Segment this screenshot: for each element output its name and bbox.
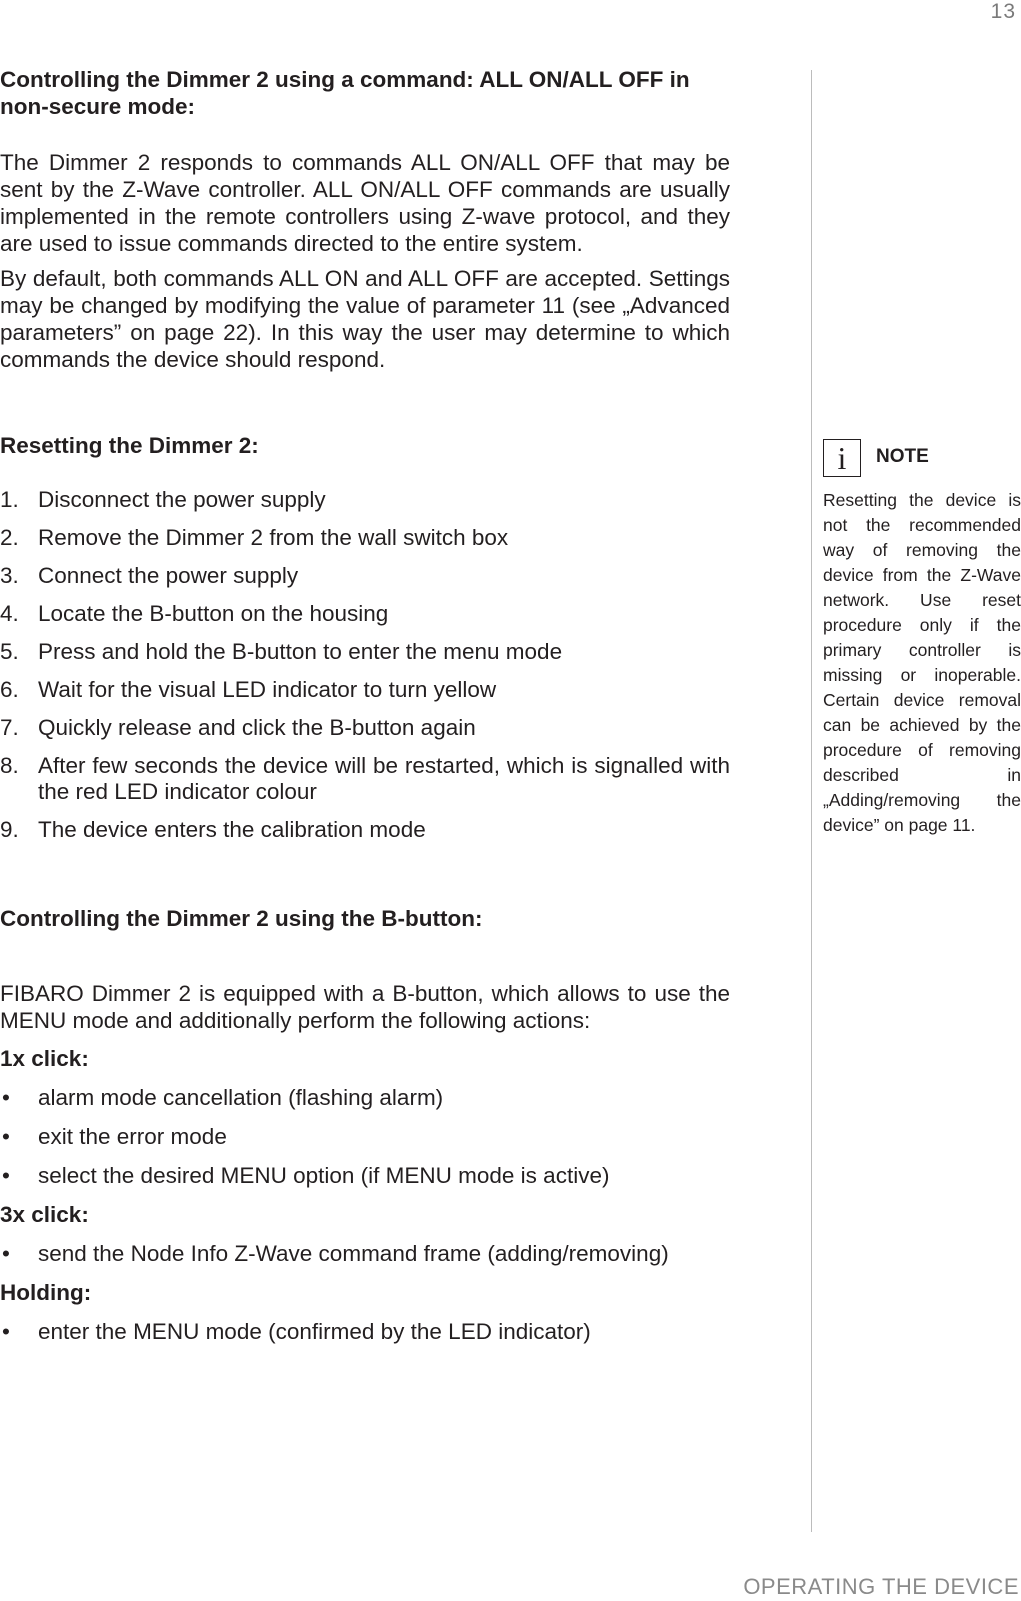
list-item: 3. Connect the power supply xyxy=(0,563,299,588)
list-item: 2. Remove the Dimmer 2 from the wall switch box xyxy=(0,525,509,550)
list-item: 8. After few seconds the device will be restarted, which is signalled with the red LED indicator colour xyxy=(0,753,730,804)
list-item: • alarm mode cancellation (flashing alarm) xyxy=(2,1085,444,1110)
paragraph-b-button-intro: FIBARO Dimmer 2 is equipped with a B-button, which allows to use the MENU mode and additionally perform the following actions: xyxy=(0,981,730,1033)
list-item: 1. Disconnect the power supply xyxy=(0,487,326,512)
page-number: 13 xyxy=(990,0,1016,23)
list-item: • enter the MENU mode (confirmed by the LED indicator) xyxy=(2,1319,591,1344)
page-footer: OPERATING THE DEVICE xyxy=(743,1574,1019,1599)
column-divider xyxy=(811,70,812,1532)
info-icon: i xyxy=(823,439,861,477)
list-item: 7. Quickly release and click the B-button again xyxy=(0,715,476,740)
list-item: • exit the error mode xyxy=(2,1124,227,1149)
paragraph-all-on-off-default: By default, both commands ALL ON and ALL OFF are accepted. Settings may be changed by modifying the value of parameter 11 (see „Advanced parameters” on page 22). In this way the user may determine to which commands the device should respond. xyxy=(0,266,730,372)
list-item: 9. The device enters the calibration mode xyxy=(0,817,426,842)
paragraph-all-on-off-intro: The Dimmer 2 responds to commands ALL ON/ALL OFF that may be sent by the Z-Wave controller. ALL ON/ALL OFF commands are usually implemented in the remote controllers using Z-wave protocol, and they are used to issue commands directed to the entire system. xyxy=(0,150,730,256)
list-item: 6. Wait for the visual LED indicator to turn yellow xyxy=(0,677,497,702)
section-heading-resetting: Resetting the Dimmer 2: xyxy=(0,433,259,458)
click1-label: 1x click: xyxy=(0,1046,89,1071)
holding-label: Holding: xyxy=(0,1280,92,1305)
list-item: • select the desired MENU option (if MENU mode is active) xyxy=(2,1163,610,1188)
note-title: NOTE xyxy=(876,446,929,467)
list-item: 5. Press and hold the B-button to enter the menu mode xyxy=(0,639,563,664)
list-item: 4. Locate the B-button on the housing xyxy=(0,601,389,626)
section-heading-all-on-off: Controlling the Dimmer 2 using a command: ALL ON/ALL OFF in non-secure mode: xyxy=(0,67,690,119)
note-text: Resetting the device is not the recommended way of removing the device from the Z-Wave network. Use reset procedure only if the primary controller is missing or inoperable. Certain device removal can be achieved by the procedure of removing described in „Adding/removing the device” on page 11. xyxy=(823,490,1021,835)
section-heading-b-button: Controlling the Dimmer 2 using the B-button: xyxy=(0,906,483,931)
click3-label: 3x click: xyxy=(0,1202,89,1227)
reset-steps-list xyxy=(0,487,730,843)
list-item: • send the Node Info Z-Wave command frame (adding/removing) xyxy=(2,1241,669,1266)
